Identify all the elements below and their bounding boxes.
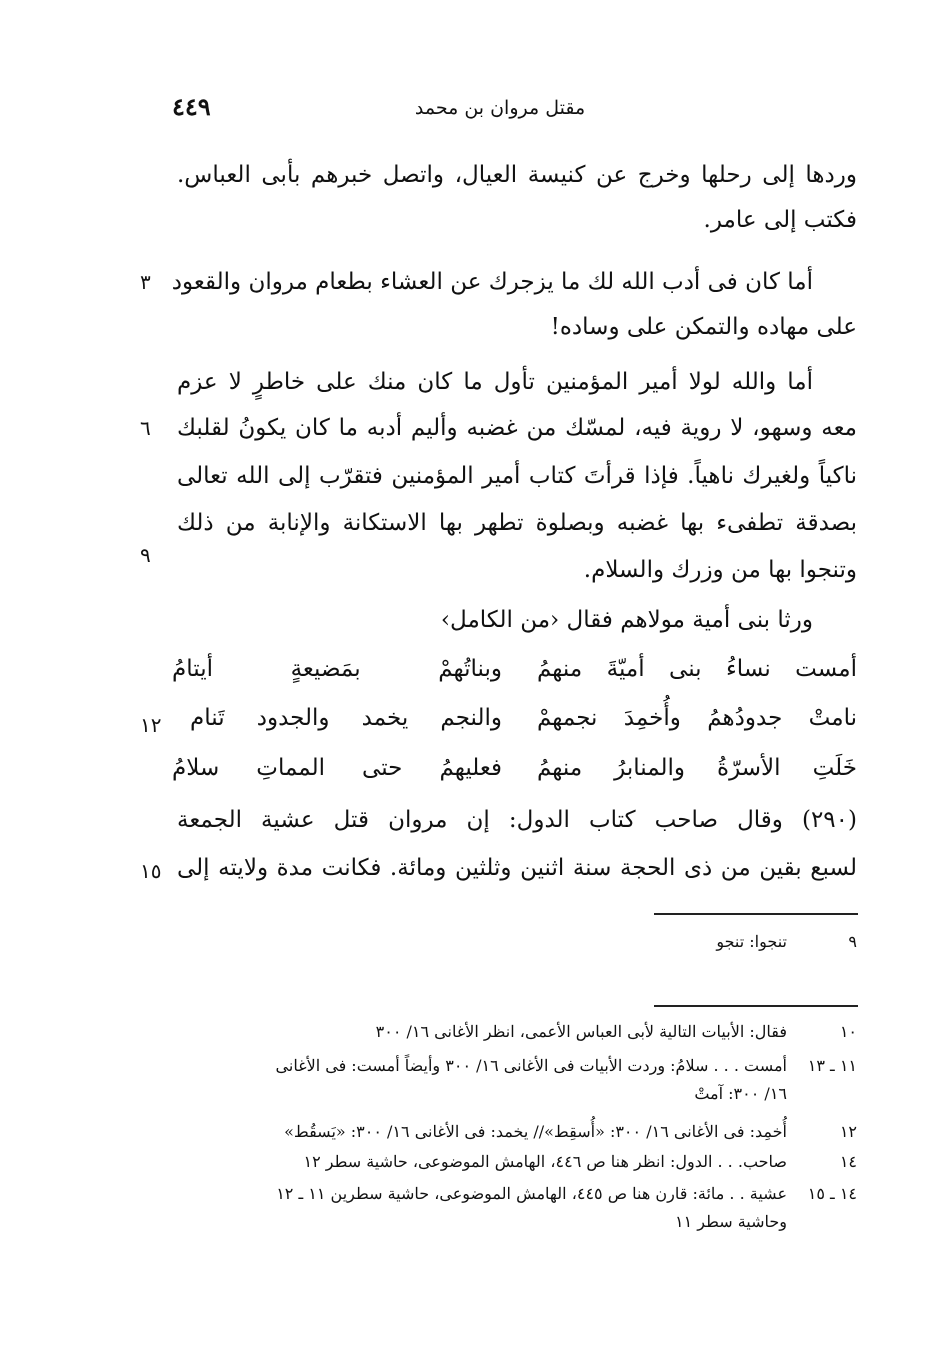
- line-number: ٩: [140, 543, 151, 567]
- line-number: ٣: [140, 270, 151, 294]
- apparatus-rule: [654, 913, 858, 915]
- letter-line: معه وسهو، لا روية فيه، لمسّك من غضبه وأليم أدبه ما كان يكونُ لقلبك: [177, 415, 857, 441]
- footnote-text: أُخمِد: فى الأغانى ١٦/ ٣٠٠: «أُسقِط»// يخمد: فى الأغانى ١٦/ ٣٠٠: «يَسقُط»: [284, 1122, 787, 1141]
- footnote-line-ref: ١٠: [839, 1022, 857, 1041]
- footnote-text: عشية . . مائة: قارن هنا ص ٤٤٥، الهامش الموضوعى، حاشية سطرين ١١ ـ ١٢: [276, 1184, 787, 1203]
- verse-second-hemistich: والنجم يخمد والجدود تَنام: [190, 705, 502, 731]
- footnote-line-ref: ١٤ ـ ١٥: [807, 1184, 857, 1203]
- line-number: ١٢: [140, 713, 162, 737]
- footnote-line-ref: ١٢: [839, 1122, 857, 1141]
- apparatus-line-ref: ٩: [848, 932, 857, 951]
- text-line: لسبع بقين من ذى الحجة سنة اثنين وثلثين ومائة. فكانت مدة ولايته إلى: [177, 855, 857, 881]
- text-line: (٢٩٠) وقال صاحب كتاب الدول: إن مروان قتل عشية الجمعة: [177, 807, 857, 833]
- footnote-text: أمست . . . سلامُ: وردت الأبيات فى الأغانى ١٦/ ٣٠٠ وأيضاً أمست: فى الأغانى: [275, 1056, 787, 1075]
- letter-line: ناكياً ولغيرك ناهياً. فإذا قرأتَ كتاب أمير المؤمنين فتقرّب إلى الله تعالى: [177, 463, 857, 489]
- apparatus-text: تنجوا: تنجو: [716, 932, 787, 951]
- letter-line: وتنجوا بها من وزرك والسلام.: [583, 557, 857, 583]
- text-line: فكتب إلى عامر.: [703, 207, 857, 233]
- footnote-text: صاحب. . . الدول: انظر هنا ص ٤٤٦، الهامش الموضوعى، حاشية سطر ١٢: [303, 1152, 787, 1171]
- letter-line: على مهاده والتمكن على وساده!: [550, 314, 857, 340]
- footnote-line-ref: ١٤: [839, 1152, 857, 1171]
- verse-first-hemistich: نامتْ جدودُهمُ وأُخمِدَ نجمهمْ: [537, 705, 857, 731]
- footnote-rule: [654, 1005, 858, 1007]
- text-line: وردها إلى رحلها وخرج عن كنيسة العيال، واتصل خبرهم بأبى العباس.: [177, 162, 857, 188]
- footnote-text: فقال: الأبيات التالية لأبى العباس الأعمى، انظر الأغانى ١٦/ ٣٠٠: [375, 1022, 787, 1041]
- page-number: ٤٤٩: [172, 92, 211, 121]
- footnote-text: وحاشية سطر ١١: [674, 1212, 787, 1231]
- verse-first-hemistich: خَلَتِ الأسرّةُ والمنابرُ منهمُ: [537, 755, 857, 781]
- verse-second-hemistich: وبناتُهمْ بمَضيعةٍ أيتامُ: [172, 656, 502, 682]
- verse-first-hemistich: أمست نساءُ بنى أميّةَ منهمُ: [537, 656, 857, 682]
- text-line: ورثا بنى أمية مولاهم فقال ‹من الكامل›: [440, 607, 813, 633]
- running-title: مقتل مروان بن محمد: [414, 97, 586, 119]
- footnote-line-ref: ١١ ـ ١٣: [807, 1056, 857, 1075]
- letter-line: بصدقة تطفىء بها غضبه وبصلوة تطهر بها الاستكانة والإنابة من ذلك: [177, 510, 857, 536]
- letter-line: أما والله لولا أمير المؤمنين تأول ما كان منك على خاطرٍ لا عزم: [177, 369, 813, 395]
- footnote-text: ١٦/ ٣٠٠: آمتْ: [694, 1084, 787, 1103]
- verse-second-hemistich: فعليهمُ حتى المماتِ سلامُ: [172, 755, 502, 781]
- line-number: ١٥: [140, 859, 162, 883]
- letter-line: أما كان فى أدب الله لك ما يزجرك عن العشاء بطعام مروان والقعود: [171, 269, 813, 295]
- line-number: ٦: [140, 416, 151, 440]
